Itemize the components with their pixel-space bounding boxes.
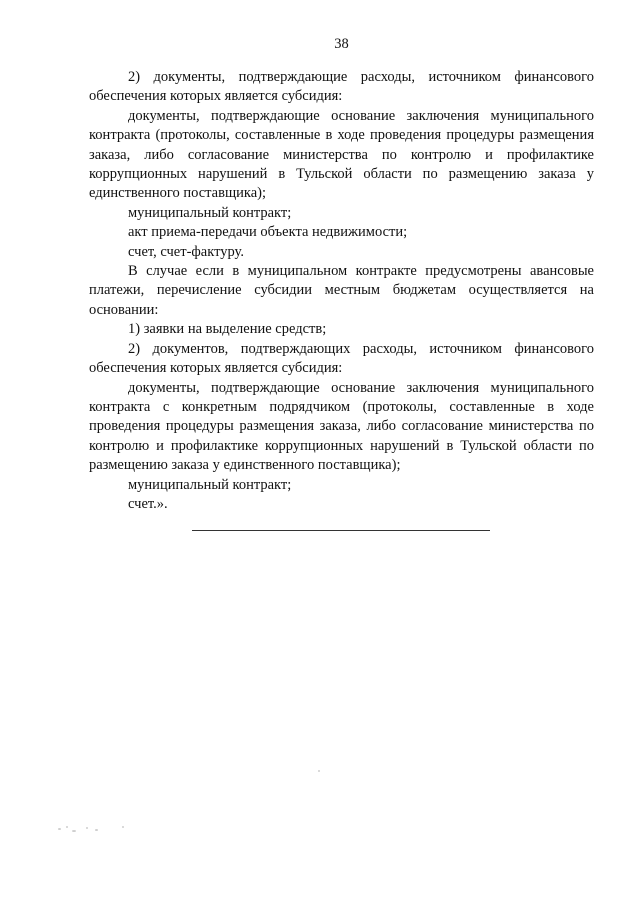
paragraph-funding-request: 1) заявки на выделение средств;	[128, 321, 327, 338]
paragraph-advance-payments: В случае если в муниципальном контракте предусмотрены авансовые платежи, перечисление субсидии местным бюджетам осуществляется на основании:	[89, 263, 594, 318]
scan-speck	[86, 827, 88, 829]
paragraph-invoice: счет, счет-фактуру.	[128, 243, 244, 260]
scan-speck	[66, 826, 68, 828]
scan-speck	[72, 830, 76, 832]
paragraph-contract-basis-documents: документы, подтверждающие основание заключения муниципального контракта (протоколы, составленные в ходе проведения процедуры размещения заказа, либо согласование министерства по контролю и профилактике коррупционных нарушений в Тульской области по размещению заказа у единственного поставщика);	[89, 107, 594, 202]
scan-speck	[58, 828, 61, 830]
paragraph-contract-basis-documents-2: документы, подтверждающие основание заключения муниципального контракта с конкретным подрядчиком (протоколы, составленные в ходе проведения процедуры размещения заказа, либо согласование министерства по контролю и профилактике коррупционных нарушений в Тульской области по размещению заказа у единственного поставщика);	[89, 379, 594, 474]
paragraph-expense-documents: 2) документы, подтверждающие расходы, источником финансового обеспечения которых является субсидия:	[89, 69, 594, 105]
paragraph-expense-documents-2: 2) документов, подтверждающих расходы, источником финансового обеспечения которых является субсидия:	[89, 340, 594, 377]
closing-separator-line	[192, 530, 490, 531]
paragraph-municipal-contract-2: муниципальный контракт;	[128, 476, 292, 493]
paragraph-municipal-contract: муниципальный контракт;	[128, 204, 292, 221]
scan-speck	[122, 826, 124, 828]
document-body	[89, 68, 594, 514]
page-number: 38	[334, 36, 349, 52]
paragraph-transfer-act: акт приема-передачи объекта недвижимости;	[128, 224, 408, 241]
scan-speck	[318, 770, 320, 772]
paragraph-invoice-final: счет.».	[128, 495, 168, 512]
scan-speck	[95, 829, 98, 831]
